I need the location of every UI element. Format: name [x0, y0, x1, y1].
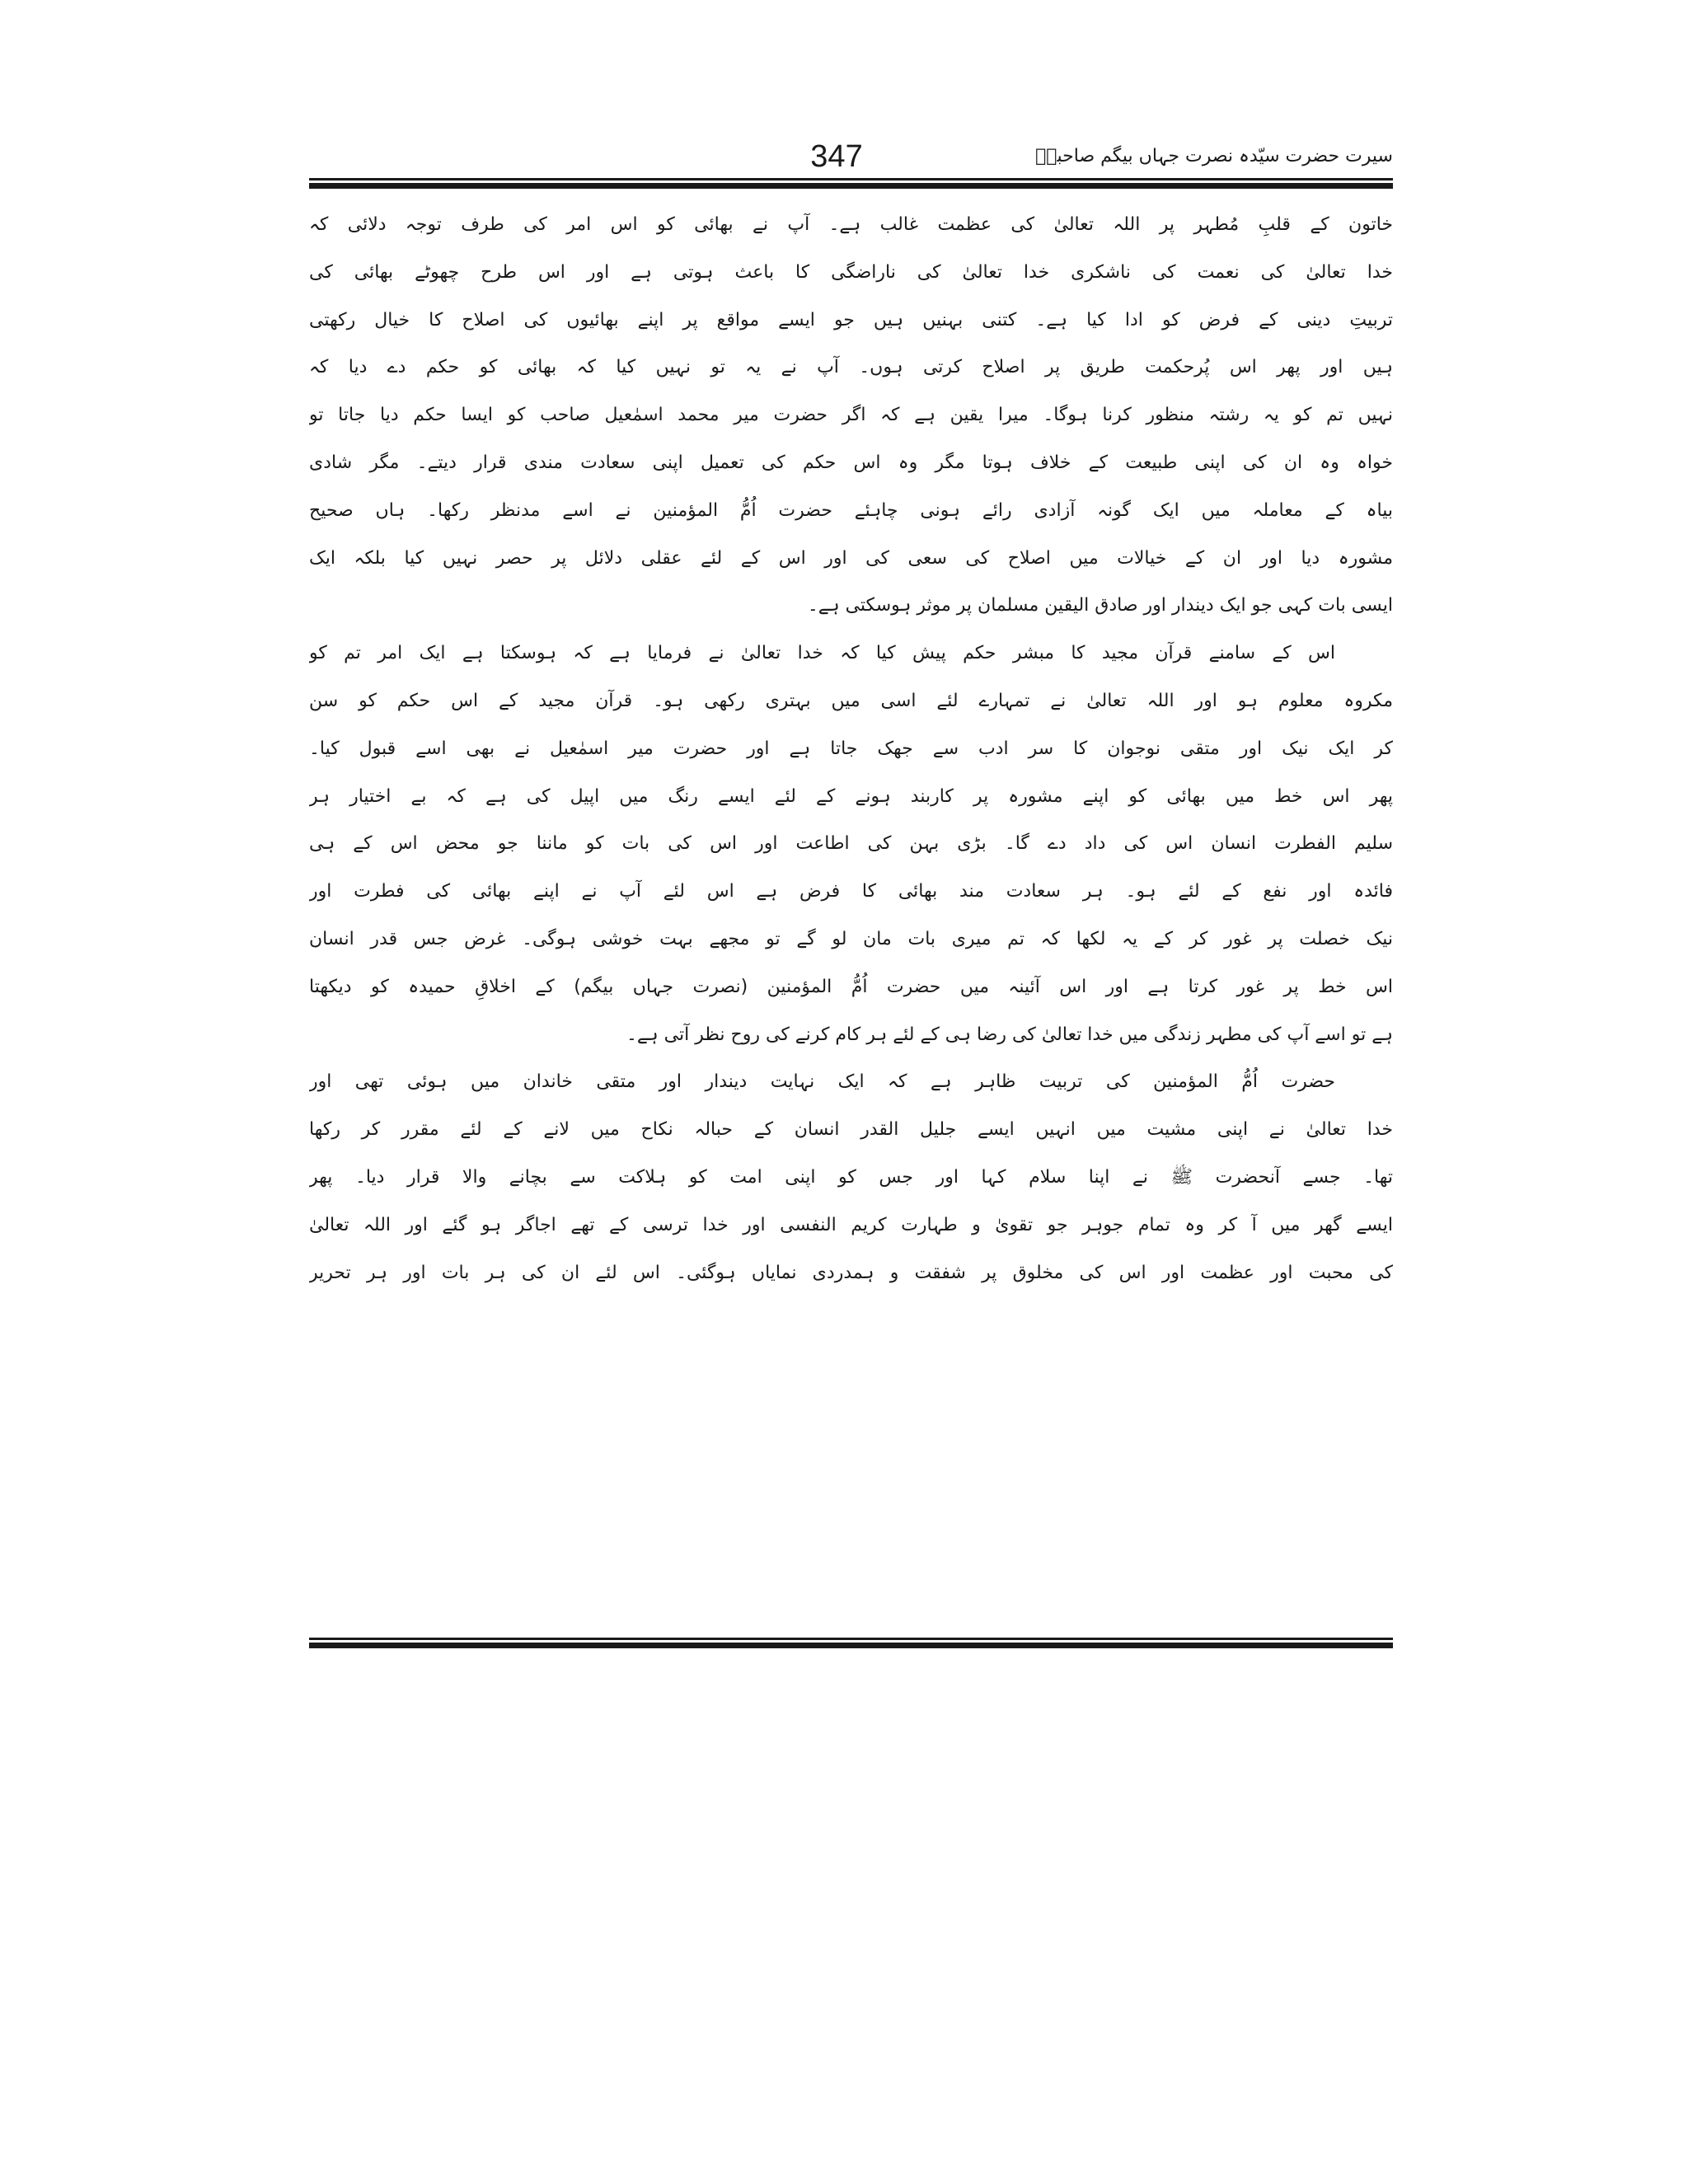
text-line: ایسی بات کہی جو ایک دیندار اور صادق الیقین مسلمان پر موثر ہوسکتی ہے۔: [807, 595, 1393, 616]
text-line: کر ایک نیک اور متقی نوجوان کا سر ادب سے جھک جاتا ہے اور حضرت میر اسمٰعیل نے بھی اسے قبول کیا۔: [309, 738, 1393, 759]
text-line: حضرت اُمُّ المؤمنین کی تربیت ظاہر ہے کہ ایک نہایت دیندار اور متقی خاندان میں ہوئی تھی اور: [309, 1071, 1335, 1093]
text-line: تھا۔ جسے آنحضرت ﷺ نے اپنا سلام کہا اور جس کو اپنی امت کو ہلاکت سے بچانے والا قرار دیا۔ پھر: [309, 1166, 1393, 1188]
text-line: مکروہ معلوم ہو اور اللہ تعالیٰ نے تمہارے لئے اسی میں بہتری رکھی ہو۔ قرآن مجید کے اس حکم کو سن: [309, 690, 1393, 711]
page-header: [309, 140, 1393, 173]
text-line: خواہ وہ ان کی اپنی طبیعت کے خلاف ہوتا مگر وہ اس حکم کی تعمیل اپنی سعادت مندی قرار دیتے۔ مگر شادی: [309, 452, 1393, 473]
text-line: ہے تو اسے آپ کی مطہر زندگی میں خدا تعالیٰ کی رضا ہی کے لئے ہر کام کرنے کی روح نظر آتی ہے۔: [626, 1024, 1393, 1045]
text-line: مشورہ دیا اور ان کے خیالات میں اصلاح کی سعی کی اور اس کے لئے عقلی دلائل پر حصر نہیں کیا بلکہ ایک: [309, 547, 1393, 569]
footer-rule-thick: [309, 1643, 1393, 1648]
text-line: نیک خصلت پر غور کر کے یہ لکھا کہ تم میری بات مان لو گے تو مجھے بہت خوشی ہوگی۔ غرض جس قدر انسان: [309, 928, 1393, 949]
header-rule-thick: [309, 183, 1393, 189]
text-line: خاتون کے قلبِ مُطہر پر اللہ تعالیٰ کی عظمت غالب ہے۔ آپ نے بھائی کو اس امر کی طرف توجہ دلائی کہ: [309, 214, 1393, 235]
text-line: ہیں اور پھر اس پُرحکمت طریق پر اصلاح کرتی ہوں۔ آپ نے یہ تو نہیں کیا کہ بھائی کو حکم دے دیا کہ: [309, 357, 1393, 378]
text-line: خدا تعالیٰ نے اپنی مشیت میں انہیں ایسے جلیل القدر انسان کے حبالہ نکاح میں لانے کے لئے مقرر کر رکھا: [309, 1119, 1393, 1141]
text-line: تربیتِ دینی کے فرض کو ادا کیا ہے۔ کتنی بہنیں ہیں جو ایسے مواقع پر اپنے بھائیوں کی اصلاح کا خیال رکھتی: [309, 309, 1393, 330]
text-line: کی محبت اور عظمت اور اس کی مخلوق پر شفقت و ہمدردی نمایاں ہوگئی۔ اس لئے ان کی ہر بات اور ہر تحریر: [309, 1262, 1393, 1283]
text-line: فائدہ اور نفع کے لئے ہو۔ ہر سعادت مند بھائی کا فرض ہے اس لئے آپ نے اپنے بھائی کی فطرت اور: [309, 881, 1393, 902]
body-text: [309, 201, 1393, 1631]
text-line: بیاہ کے معاملہ میں ایک گونہ آزادی رائے ہونی چاہئے حضرت اُمُّ المؤمنین نے اسے مدنظر رکھا۔ ہاں صحیح: [309, 499, 1393, 521]
footer-rule-thin: [309, 1638, 1393, 1640]
footer-rule: [309, 1638, 1393, 1649]
text-line: سلیم الفطرت انسان اس کی داد دے گا۔ بڑی بہن کی اطاعت اور اس کی بات کو ماننا جو محض اس کے ہی: [309, 833, 1393, 855]
header-rule: [309, 178, 1393, 190]
text-line: ایسے گھر میں آ کر وہ تمام جوہر جو تقویٰ و طہارت کریم النفسی اور خدا ترسی کے تھے اجاگر ہو گئے اور اللہ تعالیٰ: [309, 1214, 1393, 1235]
page-number: 347: [810, 139, 863, 174]
text-line: خدا تعالیٰ کی نعمت کی ناشکری خدا تعالیٰ کی ناراضگی کا باعث ہوتی ہے اور اس طرح چھوٹے بھائی کی: [309, 261, 1393, 283]
header-rule-thin: [309, 178, 1393, 180]
text-line: اس کے سامنے قرآن مجید کا مبشر حکم پیش کیا کہ خدا تعالیٰ نے فرمایا ہے کہ ہوسکتا ہے ایک امر تم کو: [309, 643, 1335, 664]
text-line: نہیں تم کو یہ رشتہ منظور کرنا ہوگا۔ میرا یقین ہے کہ اگر حضرت میر محمد اسمٰعیل صاحب کو ایسا حکم دیا جاتا تو: [309, 405, 1393, 426]
running-title: سیرت حضرت سیّدہ نصرت جہاں بیگم صاحبہؓ: [1035, 146, 1393, 166]
text-line: اس خط پر غور کرتا ہے اور اس آئینہ میں حضرت اُمُّ المؤمنین (نصرت جہاں بیگم) کے اخلاقِ حمیدہ کو دیکھتا: [309, 976, 1393, 997]
text-line: پھر اس خط میں بھائی کو اپنے مشورہ پر کاربند ہونے کے لئے ایسے رنگ میں اپیل کی ہے کہ بے اختیار ہر: [309, 785, 1393, 807]
